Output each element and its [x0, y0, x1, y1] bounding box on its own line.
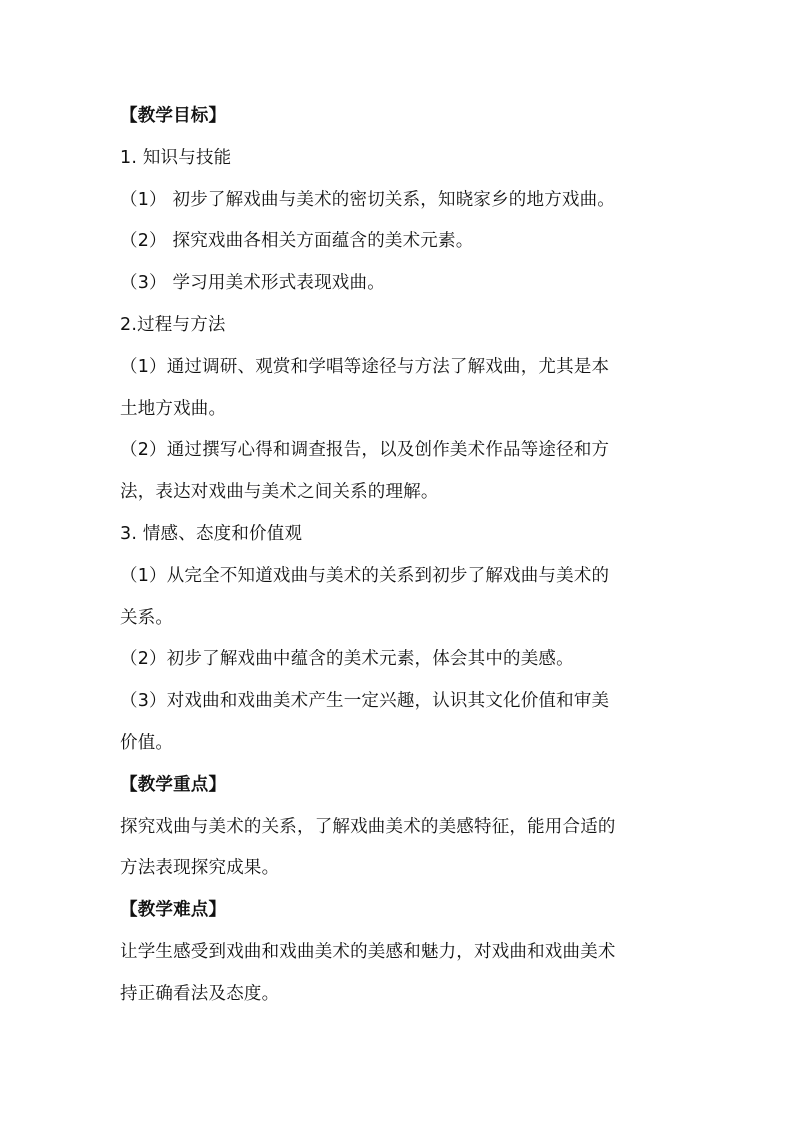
section2-item-2-line-1: （2）通过撰写心得和调查报告，以及创作美术作品等途径和方 — [120, 440, 610, 461]
key-points-line-2: 方法表现探究成果。 — [120, 858, 280, 879]
section1-item-2: （2） 探究戏曲各相关方面蕴含的美术元素。 — [120, 231, 474, 252]
difficulties-heading: 【教学难点】 — [120, 900, 227, 921]
section3-item-3-line-1: （3）对戏曲和戏曲美术产生一定兴趣，认识其文化价值和审美 — [120, 691, 610, 712]
difficulties-line-2: 持正确看法及态度。 — [120, 983, 280, 1004]
section2-item-1-line-2: 土地方戏曲。 — [120, 398, 227, 419]
section2-title: 2.过程与方法 — [120, 314, 226, 335]
key-points-heading: 【教学重点】 — [120, 774, 227, 795]
difficulties-line-1: 让学生感受到戏曲和戏曲美术的美感和魅力，对戏曲和戏曲美术 — [120, 941, 616, 962]
section1-item-3: （3） 学习用美术形式表现戏曲。 — [120, 273, 385, 294]
section3-item-1-line-1: （1）从完全不知道戏曲与美术的关系到初步了解戏曲与美术的 — [120, 565, 610, 586]
objectives-heading: 【教学目标】 — [120, 106, 227, 126]
section3-item-2: （2）初步了解戏曲中蕴含的美术元素，体会其中的美感。 — [120, 649, 574, 670]
section1-item-1: （1） 初步了解戏曲与美术的密切关系，知晓家乡的地方戏曲。 — [120, 189, 615, 210]
section2-item-2-line-2: 法，表达对戏曲与美术之间关系的理解。 — [120, 482, 439, 503]
key-points-line-1: 探究戏曲与美术的关系，了解戏曲美术的美感特征，能用合适的 — [120, 816, 616, 837]
section3-item-1-line-2: 关系。 — [120, 607, 174, 628]
section2-item-1-line-1: （1）通过调研、观赏和学唱等途径与方法了解戏曲，尤其是本 — [120, 356, 610, 377]
document-page — [120, 96, 680, 1016]
section1-title: 1. 知识与技能 — [120, 147, 232, 168]
section3-item-3-line-2: 价值。 — [120, 732, 174, 753]
section3-title: 3. 情感、态度和价值观 — [120, 523, 303, 544]
